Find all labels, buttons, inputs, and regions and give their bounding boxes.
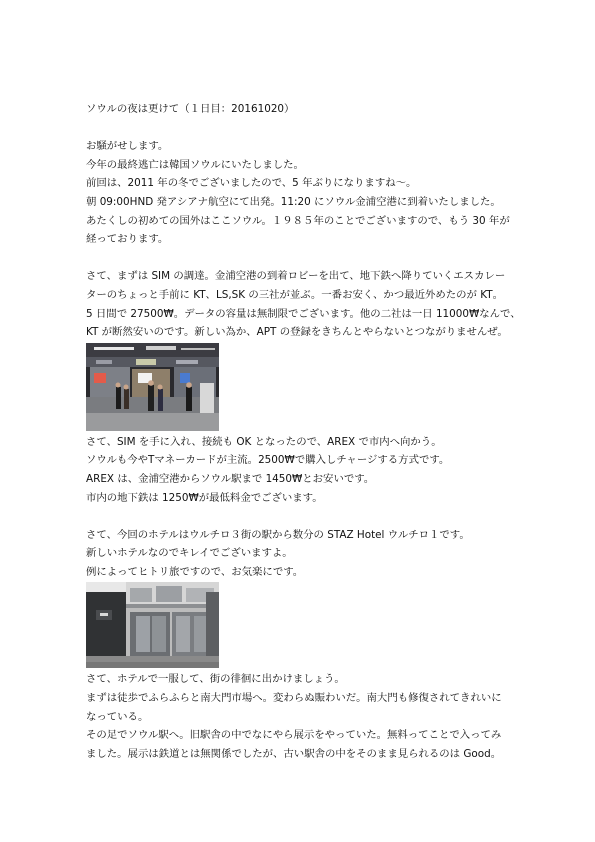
text-line: 市内の地下鉄は 1250₩が最低料金でございます。 <box>86 491 323 504</box>
text-line: AREX は、金浦空港からソウル駅まで 1450₩とお安いです。 <box>86 472 375 485</box>
text-line: ターのちょっと手前に KT、LS,SK の三社が並ぶ。一番お安く、かつ最近外めたのが KT。 <box>86 288 503 301</box>
text-line: まずは徒歩でふらふらと南大門市場へ。変わらぬ賑わいだ。南大門も修復されてきれいに <box>86 692 502 705</box>
text-line: KT が断然安いのです。新しい為か、APT の登録をきちんとやらないとつながりませんぜ。 <box>86 326 508 339</box>
text-line: 経っております。 <box>86 233 169 246</box>
paragraph-greeting <box>86 137 516 249</box>
text-line: ソウルも今やTマネーカードが主流。2500₩で購入しチャージする方式です。 <box>86 454 450 467</box>
text-line: さて、今回のホテルはウルチロ３街の駅から数分の STAZ Hotel ウルチロ１です。 <box>86 528 470 541</box>
paragraph-gap <box>86 507 516 526</box>
text-line: さて、SIM を手に入れ、接続も OK となったので、AREX で市内へ向かう。 <box>86 435 442 448</box>
text-line: お騒がせします。 <box>86 140 169 153</box>
text-line: 朝 09:00HND 発アシアナ航空にて出発。11:20 にソウル金浦空港に到着いたしました。 <box>86 195 501 208</box>
text-line: 今年の最終逃亡は韓国ソウルにいたしました。 <box>86 158 304 171</box>
text-line: その足でソウル駅へ。旧駅舎の中でなにやら展示をやっていた。無料ってことで入ってみ <box>86 729 502 742</box>
text-line: ました。展示は鉄道とは無関係でしたが、古い駅舎の中をそのまま見られるのは Good。 <box>86 747 502 760</box>
text-line: なっている。 <box>86 710 149 723</box>
text-line: 前回は、2011 年の冬でございましたので、5 年ぶりになりますね〜。 <box>86 177 417 190</box>
paragraph-arex <box>86 433 516 507</box>
text-line: 5 日間で 27500₩。データの容量は無制限でございます。他の二社は一日 11000₩なんで、 <box>86 307 521 320</box>
text-line: さて、ホテルで一服して、街の徘徊に出かけましょう。 <box>86 673 345 686</box>
text-line: 例によってヒトリ旅ですので、お気楽にです。 <box>86 565 304 578</box>
text-line: さて、まずは SIM の調達。金浦空港の到着ロビーを出て、地下鉄へ降りていくエスカレー <box>86 270 506 283</box>
paragraph-namdaemun <box>86 670 516 763</box>
text-line: 新しいホテルなのでキレイでございますよ。 <box>86 547 293 560</box>
document-body <box>86 100 521 763</box>
paragraph-sim <box>86 267 521 341</box>
text-line: あたくしの初めての国外はここソウル。１９８５年のことでございますので、もう 30 年が <box>86 214 510 227</box>
paragraph-gap <box>86 249 516 268</box>
airport-sim-counter-photo <box>86 343 219 431</box>
document-title: ソウルの夜は更けて（１日目：20161020） <box>86 103 295 115</box>
hotel-entrance-photo <box>86 582 219 668</box>
paragraph-hotel <box>86 526 516 582</box>
